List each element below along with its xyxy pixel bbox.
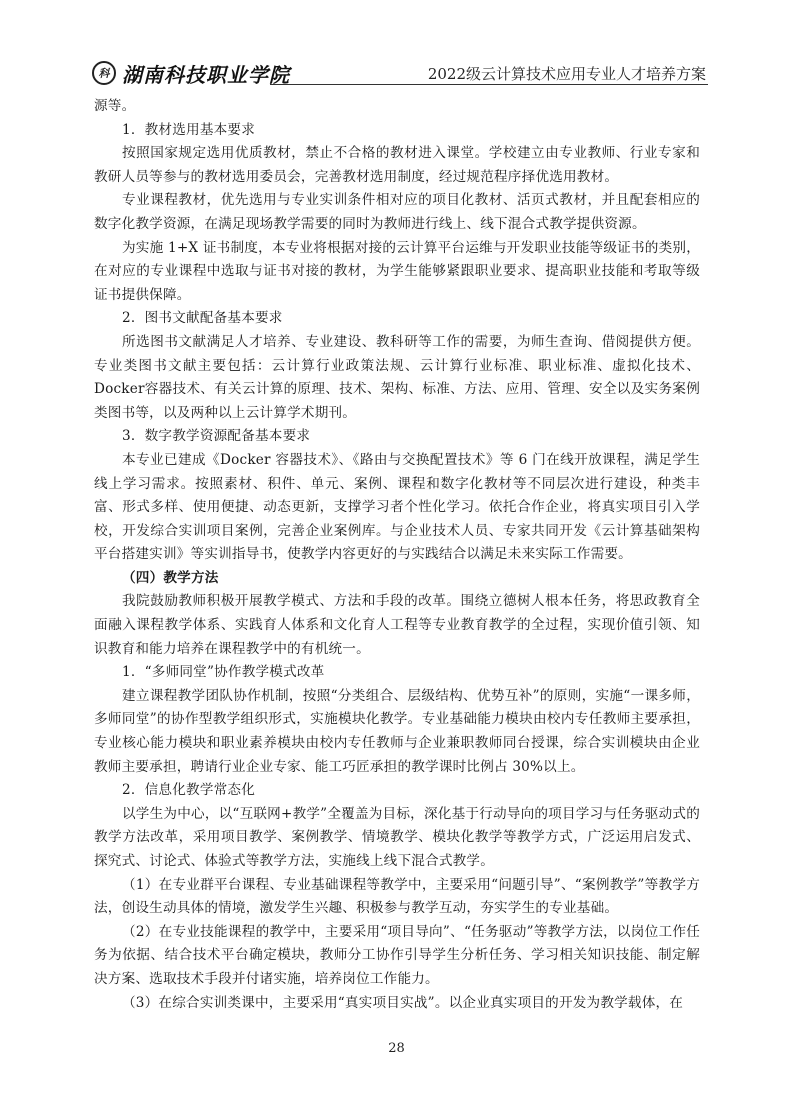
paragraph-item-2: （2）在专业技能课程的教学中，主要采用“项目导向”、“任务驱动”等教学方法，以岗位工作任务为依据、结合技术平台确定模块，教师分工协作引导学生分析任务、学习相关知识技能、制定解决方案、选取技术手段并付诸实施，培养岗位工作能力。 (94, 923, 700, 987)
paragraph: 专业课程教材，优先选用与专业实训条件相对应的项目化教材、活页式教材，并且配套相应的数字化教学资源，在满足现场教学需要的同时为教师进行线上、线下混合式教学提供资源。 (94, 192, 700, 232)
page-number: 28 (388, 1041, 405, 1056)
document-title: 2022级云计算技术应用专业人才培养方案 (427, 65, 706, 83)
subheading-multi-teacher: 1．“多师同堂”协作教学模式改革 (122, 664, 325, 681)
paragraph: 为实施 1+X 证书制度，本专业将根据对接的云计算平台运维与开发职业技能等级证书的类别，在对应的专业课程中选取与证书对接的教材，为学生能够紧跟职业要求、提高职业技能和考取等级证书提供保障。 (94, 239, 700, 303)
paragraph: 我院鼓励教师积极开展教学模式、方法和手段的改革。围绕立德树人根本任务，将思政教育全面融入课程教学体系、实践育人体系和文化育人工程等专业教育教学的全过程，实现价值引领、知识教育和能力培养在课程教学中的有机统一。 (94, 593, 700, 657)
page-body (94, 95, 700, 1015)
subheading-informatization: 2．信息化教学常态化 (122, 782, 255, 799)
paragraph-item-3: （3）在综合实训类课中，主要采用“真实项目实战”。以企业真实项目的开发为教学载体，在 (122, 994, 684, 1011)
header-divider (270, 84, 708, 85)
paragraph-item-1: （1）在专业群平台课程、专业基础课程等教学中，主要采用“问题引导”、“案例教学”等教学方法，创设生动具体的情境，激发学生兴趣、积极参与教学互动，夯实学生的专业基础。 (94, 876, 700, 917)
paragraph: 建立课程教学团队协作机制，按照“分类组合、层级结构、优势互补”的原则，实施“一课多师，多师同堂”的协作型教学组织形式，实施模块化教学。专业基础能力模块由校内专任教师主要承担，专业核心能力模块和职业素养模块由校内专任教师与企业兼职教师同台授课，综合实训模块由企业教师主要承担，聘请行业企业专家、能工巧匠承担的教学课时比例占 30%以上。 (94, 687, 700, 775)
paragraph: 本专业已建成《Docker 容器技术》、《路由与交换配置技术》等 6 门在线开放课程，满足学生线上学习需求。按照素材、积件、单元、案例、课程和数字化教材等不同层次进行建设，种类丰富、形式多样、使用便捷、动态更新，支撑学习者个性化学习。依托合作企业，将真实项目引入学校，开发综合实训项目案例，完善企业案例库。与企业技术人员、专家共同开发《云计算基础架构平台搭建实训》等实训指导书，使教学内容更好的与实践结合以满足未来实际工作需要。 (94, 451, 700, 563)
subheading-digital-resources: 3．数字教学资源配备基本要求 (122, 428, 311, 445)
subheading-library-resources: 2．图书文献配备基本要求 (122, 310, 283, 327)
subheading-textbook-selection: 1．教材选用基本要求 (122, 121, 255, 138)
paragraph-continuation: 源等。 (94, 98, 136, 114)
paragraph: 所选图书文献满足人才培养、专业建设、教科研等工作的需要，为师生查询、借阅提供方便。专业类图书文献主要包括：云计算行业政策法规、云计算行业标准、职业标准、虚拟化技术、Docker容器技术、有关云计算的原理、技术、架构、标准、方法、应用、管理、安全以及实务案例类图书等，以及两种以上云计算学术期刊。 (94, 333, 700, 421)
school-name: 湖南科技职业学院 (122, 62, 290, 87)
school-logo (92, 60, 307, 86)
school-seal-icon: 科 (92, 61, 116, 85)
section-heading-teaching-methods: （四）教学方法 (122, 569, 219, 586)
paragraph: 以学生为中心，以“互联网+教学”全覆盖为目标，深化基于行动导向的项目学习与任务驱动式的教学方法改革，采用项目教学、案例教学、情境教学、模块化教学等教学方式，广泛运用启发式、探究式、讨论式、体验式等教学方法，实施线上线下混合式教学。 (94, 805, 700, 869)
page-header (86, 52, 708, 86)
paragraph: 按照国家规定选用优质教材，禁止不合格的教材进入课堂。学校建立由专业教师、行业专家和教研人员等参与的教材选用委员会，完善教材选用制度，经过规范程序择优选用教材。 (94, 145, 700, 185)
